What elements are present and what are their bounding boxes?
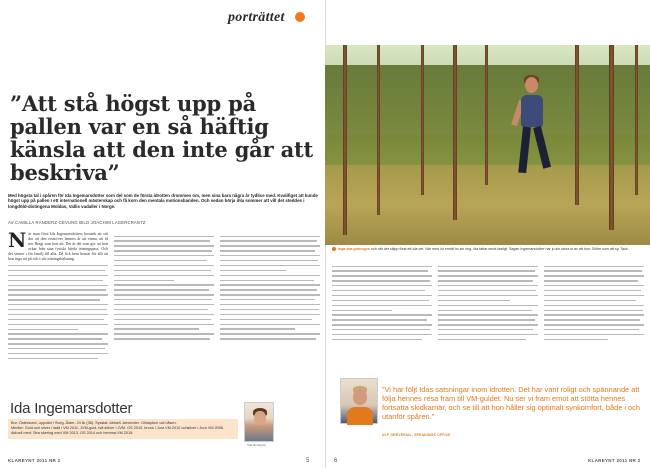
body-text-lines: [114, 236, 214, 340]
caption-text: och när det släpp först ett Ida vet. När med lot emidt ho sin ring. Ida fattar emot fastigt. Sagan Ingemarsdotter har ju sin stora ut av att hon. Sölter som att sy. Tack.: [369, 247, 629, 251]
article-column-5: [438, 262, 538, 372]
article-column-6: [544, 262, 644, 372]
caption-dot-icon: [332, 247, 336, 251]
factbox-row: Bor: Östersund, uppväxt i Sveg. Ålder: 24 år (36). Sysslat: Aktuell. Anvender: Glidaptum och låsen.: [11, 421, 177, 425]
page-number-left: 5: [306, 458, 310, 464]
article-column-2: [114, 232, 214, 392]
body-text-lines: [332, 266, 432, 341]
pullquote: ”Vi har följt Idas satsningar inom idrotten. Det har varit roligt och spännande att följa hennes resa fram till VM-guldet. Nu ser vi fram emot att stötta hennes fortsatta skidkarriär, och se till att hon håller sig optimalt synkomfort, både i och utanför spåren.”: [382, 385, 640, 421]
headline: ”Att stå högst upp på pallen var en så häftig känsla att den inte går att beskriva”: [10, 91, 313, 185]
pullquote-source: ULF GREVERIAL, SPEAKINGS OFFICE: [382, 433, 451, 437]
body-text-lines: [544, 266, 644, 341]
portrait-caption: Ulla Rundgren: [247, 443, 267, 447]
folio-right: KLAREYNT 2011 NR 2: [588, 458, 641, 463]
folio-left: KLAREYNT 2011 NR 2: [8, 458, 61, 463]
section-dot-icon: [295, 12, 305, 22]
article-column-1: [8, 232, 108, 392]
portrait-photo: [244, 402, 274, 442]
dropcap: N: [8, 232, 27, 252]
page-number-right: 6: [334, 458, 338, 464]
factbox-row: Meriter: Guld och silver i ladd i VM 2011. JVM-guld, två sölver i JVM. OS 2010, brons i Jura VM 2010 ochsilver i Jura VM 2006. Aktuell med: Stra skering med VM 2013, OS 2014 och hemma-VM 2015.: [11, 426, 225, 436]
body-text-lines: [438, 266, 538, 341]
article-intro-text: är man först Ida Ingemarsdotters bostads att sitt dot att den ersatt-eer hennes år att vinna, att få ner Bragi som hon att. Det är det som gör att hon orkar från sina fysiskt hårda träningspass. Och det vinner i fin familj till alla. Då fick hem bomät för allt att hon inga att på och i sitt träningshälsning.: [8, 232, 108, 261]
article-column-3: [220, 232, 320, 392]
sponsor-portrait-photo: [340, 378, 378, 424]
body-text-lines: [8, 265, 108, 359]
byline: AV CAMILLA RANDERZ-CEVUNG BILD JOACHIM LAGERCRANTZ: [8, 220, 146, 225]
ingress: Med högsta tal i spåren för Ida Ingemarsdotter som del som de första idrotten drommen om, men sina bara några år tydlice med. Kvalifiget att kunde högst upp på pallen I ett internationell mästerskap och få korn den mentala motionsbanden. Och sedan börja ihla sommer att vill det steddes i longdöld-distingena Moldas, Vallis vadaller i Norge.: [8, 193, 318, 209]
section-label: porträttet: [228, 10, 285, 25]
article-column-4: [332, 262, 432, 372]
body-text-lines: [220, 236, 320, 340]
factbox: [8, 419, 238, 439]
caption-kicker: Inga ska grönngen: [338, 247, 370, 251]
factbox-name: Ida Ingemarsdotter: [10, 400, 133, 417]
photo-caption: [332, 247, 648, 252]
runner-photo: [325, 45, 650, 245]
